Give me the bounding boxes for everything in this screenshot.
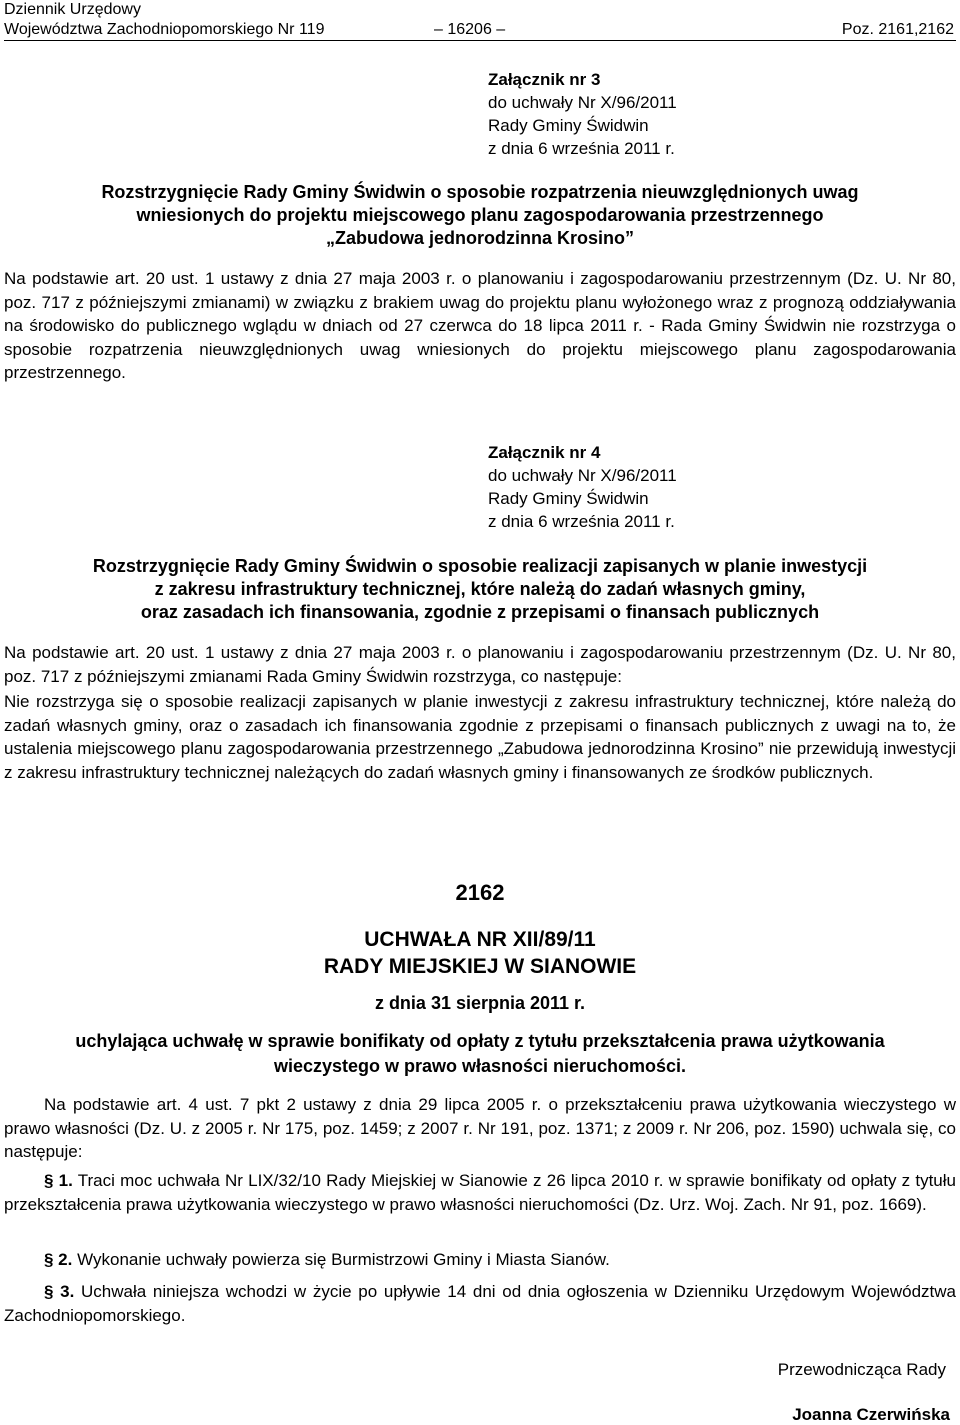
header-divider xyxy=(4,40,956,41)
annex-4-line3: z dnia 6 września 2011 r. xyxy=(488,512,675,531)
decision-1-title-line3: „Zabudowa jednorodzinna Krosino” xyxy=(326,228,634,248)
decision-1-body: Na podstawie art. 20 ust. 1 ustawy z dnia 27 maja 2003 r. o planowaniu i zagospodarowaniu przestrzennym (Dz. U. Nr 80, poz. 717 z późniejszymi zmianami) w związku z brakiem uwag do projektu planu wyłożonego wraz z prognozą oddziaływania na środowisko do publicznego wglądu w dniach od 27 czerwca do 18 lipca 2011 r. - Rada Gminy Świdwin nie rozstrzyga o sposobie rozpatrzenia nieuwzględnionych uwag wniesionych do projektu miejscowego planu zagospodarowania przestrzennego. xyxy=(4,269,956,382)
annex-3-block xyxy=(488,68,677,160)
annex-3-line2: Rady Gminy Świdwin xyxy=(488,116,649,135)
resolution-subject-line2: wieczystego w prawo własności nieruchomości. xyxy=(273,1056,687,1076)
section-3-label: § 3. xyxy=(44,1282,75,1301)
journal-name: Dziennik Urzędowy xyxy=(4,1,141,18)
annex-4-line2: Rady Gminy Świdwin xyxy=(488,489,649,508)
resolution-date: z dnia 31 sierpnia 2011 r. xyxy=(374,993,586,1013)
decision-1-title-line2: wniesionych do projektu miejscowego planu zagospodarowania przestrzennego xyxy=(136,205,824,225)
section-3-text: Uchwała niniejsza wchodzi w życie po upływie 14 dni od dnia ogłoszenia w Dzienniku Urzędowym Województwa Zachodniopomorskiego. xyxy=(4,1282,956,1325)
resolution-subject xyxy=(4,1029,956,1079)
decision-1-title-line1: Rozstrzygnięcie Rady Gminy Świdwin o sposobie rozpatrzenia nieuwzględnionych uwag xyxy=(101,182,859,202)
resolution-number: 2162 xyxy=(455,880,505,905)
section-3 xyxy=(4,1280,956,1327)
decision-2-body-1: Na podstawie art. 20 ust. 1 ustawy z dnia 27 maja 2003 r. o planowaniu i zagospodarowaniu przestrzennym (Dz. U. Nr 80, poz. 717 z późniejszymi zmianami Rada Gminy Świdwin rozstrzyga, co następuje: xyxy=(4,643,956,686)
page-number: – 16206 – xyxy=(434,21,506,38)
decision-1-title xyxy=(4,181,956,250)
signer-name: Joanna Czerwińska xyxy=(792,1405,950,1424)
decision-2-title-line3: oraz zasadach ich finansowania, zgodnie z przepisami o finansach publicznych xyxy=(140,602,820,622)
resolution-title-line2: RADY MIEJSKIEJ W SIANOWIE xyxy=(323,955,637,978)
signer-role: Przewodnicząca Rady xyxy=(777,1360,946,1379)
annex-3-title: Załącznik nr 3 xyxy=(488,70,601,89)
resolution-title-line1: UCHWAŁA NR XII/89/11 xyxy=(364,928,596,951)
section-2 xyxy=(4,1248,956,1272)
annex-4-block xyxy=(488,441,677,533)
annex-4-line1: do uchwały Nr X/96/2011 xyxy=(488,466,677,485)
annex-4-title: Załącznik nr 4 xyxy=(488,443,601,462)
position-number: Poz. 2161,2162 xyxy=(841,21,954,38)
resolution-preamble: Na podstawie art. 4 ust. 7 pkt 2 ustawy z dnia 29 lipca 2005 r. o przekształceniu prawa użytkowania wieczystego w prawo własności (Dz. U. z 2005 r. Nr 175, poz. 1459; z 2007 r. Nr 191, poz. 1371; z 2009 r. Nr 206, poz. 1590) uchwala się, co następuje: xyxy=(4,1095,956,1161)
resolution-subject-line1: uchylająca uchwałę w sprawie bonifikaty od opłaty z tytułu przekształcenia prawa użytkowania xyxy=(75,1031,885,1051)
decision-2-title xyxy=(4,555,956,624)
decision-2-title-line1: Rozstrzygnięcie Rady Gminy Świdwin o sposobie realizacji zapisanych w planie inwestycji xyxy=(92,556,868,576)
section-1-label: § 1. xyxy=(44,1171,73,1190)
resolution-title xyxy=(4,926,956,980)
annex-3-line3: z dnia 6 września 2011 r. xyxy=(488,139,675,158)
section-2-text: Wykonanie uchwały powierza się Burmistrzowi Gminy i Miasta Sianów. xyxy=(77,1250,610,1269)
section-2-label: § 2. xyxy=(44,1250,73,1269)
decision-2-title-line2: z zakresu infrastruktury technicznej, które należą do zadań własnych gminy, xyxy=(154,579,806,599)
decision-2-body-2: Nie rozstrzyga się o sposobie realizacji zapisanych w planie inwestycji z zakresu infrastruktury technicznej, które należą do zadań własnych gminy, oraz o zasadach ich finansowania zgodnie z przepisami o finansach publicznych z uwagi na to, że ustalenia miejscowego planu zagospodarowania przestrzennego „Zabudowa jednorodzinna Krosino” nie przewidują inwestycji z zakresu infrastruktury technicznej należących do zadań własnych gminy i finansowanych ze środków publicznych. xyxy=(4,692,956,782)
annex-3-line1: do uchwały Nr X/96/2011 xyxy=(488,93,677,112)
page-header xyxy=(4,0,956,40)
section-1-text: Traci moc uchwała Nr LIX/32/10 Rady Miejskiej w Sianowie z 26 lipca 2010 r. w sprawie bonifikaty od opłaty z tytułu przekształcenia prawa użytkowania wieczystego w prawo własności nieruchomości (Dz. Urz. Woj. Zach. Nr 91, poz. 1669). xyxy=(4,1171,956,1214)
journal-issue: Województwa Zachodniopomorskiego Nr 119 xyxy=(4,21,325,38)
section-1 xyxy=(4,1169,956,1216)
